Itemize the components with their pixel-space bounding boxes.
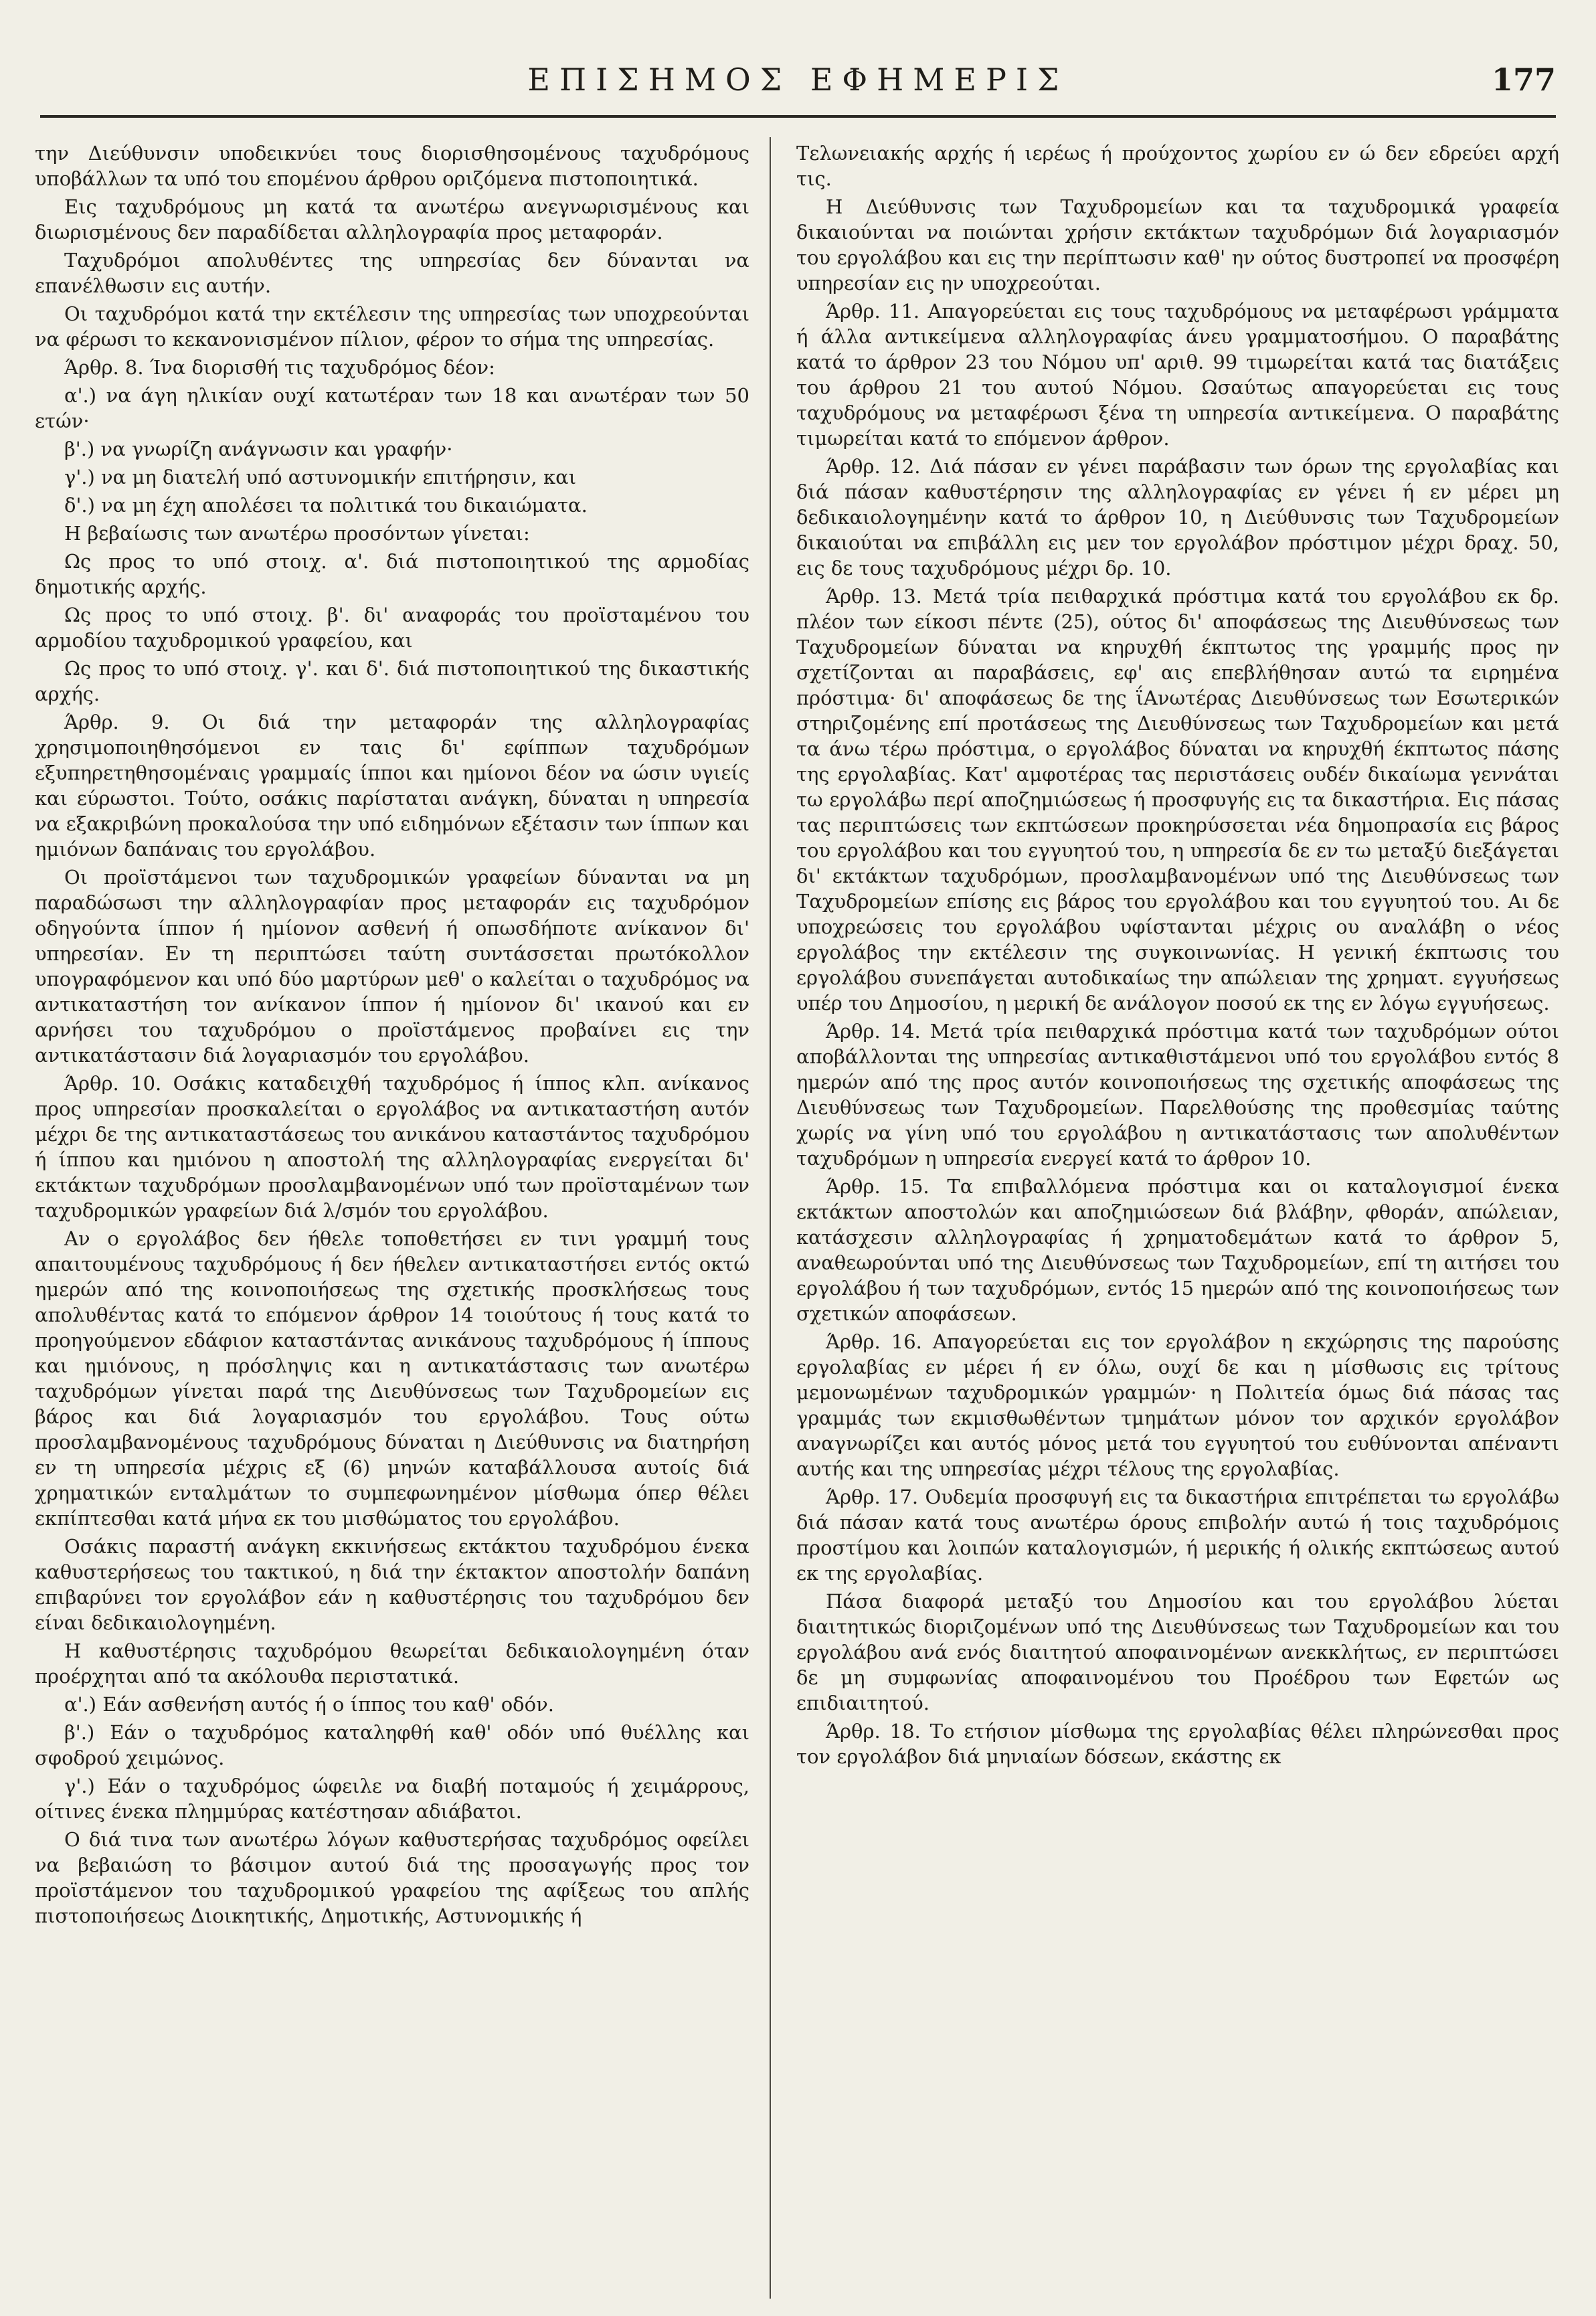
- header-rule: [40, 115, 1556, 118]
- right-column: [796, 141, 1559, 1772]
- paragraph: β'.) Εάν ο ταχυδρόμος καταληφθή καθ' οδόν υπό θυέλλης και σφοδρού χειμώνος.: [35, 1721, 749, 1769]
- paragraph: Πάσα διαφορά μεταξύ του Δημοσίου και του εργολάβου λύεται διαιτητικώς διοριζομένων υπό της Διευθύνσεως των Ταχυδρομείων και του εργολάβου ανά ενός διαιτητού αποφαινομένων ανεκκλήτως, εν περιπτώσει δε μη συμφωνίας αποφαινομένου του Προέδρου των Εφετών ως επιδιαιτητού.: [796, 1590, 1559, 1714]
- newspaper-title: ΕΠΙΣΗΜΟΣ ΕΦΗΜΕΡΙΣ: [527, 62, 1069, 98]
- paragraph: Άρθρ. 12. Διά πάσαν εν γένει παράβασιν των όρων της εργολαβίας και διά πάσαν καθυστέρησιν της αλληλογραφίας εν γένει ή εν μέρει μη δεδικαιολογημένην κατά το άρθρον 10, η Διεύθυνσις των Ταχυδρομείων δικαιούται να επιβάλλη εις μεν τον εργολάβον πρόστιμον μέχρι δραχ. 50, εις δε τους ταχυδρόμους μέχρι δρ. 10.: [796, 455, 1559, 580]
- paragraph: Άρθρ. 9. Οι διά την μεταφοράν της αλληλογραφίας χρησιμοποιηθησόμενοι εν ταις δι' εφίππων ταχυδρόμων εξυπηρετηθησομέναις γραμμαίς ίπποι και ημίονοι δέον να ώσιν υγιείς και εύρωστοι. Τούτο, οσάκις παρίσταται ανάγκη, δύναται η υπηρεσία να εξακριβώνη προκαλούσα την υπό ειδημόνων εξέτασιν των ίππων και ημιόνων δαπάναις του εργολάβου.: [35, 711, 749, 861]
- paragraph: Ο διά τινα των ανωτέρω λόγων καθυστερήσας ταχυδρόμος οφείλει να βεβαιώση το βάσιμον αυτού διά της προσαγωγής προς τον προϊστάμενον του ταχυδρομικού γραφείου της αφίξεως του απλής πιστοποιήσεως Διοικητικής, Δημοτικής, Αστυνομικής ή: [35, 1828, 749, 1927]
- paragraph: Η βεβαίωσις των ανωτέρω προσόντων γίνεται:: [64, 522, 530, 545]
- paragraph: β'.) να γνωρίζη ανάγνωσιν και γραφήν·: [64, 438, 453, 460]
- paragraph: α'.) Εάν ασθενήση αυτός ή ο ίππος του καθ' οδόν.: [64, 1693, 554, 1716]
- left-column: [35, 141, 749, 1931]
- page-header: [27, 62, 1569, 115]
- paragraph: Ταχυδρόμοι απολυθέντες της υπηρεσίας δεν δύνανται να επανέλθωσιν εις αυτήν.: [35, 249, 749, 297]
- column-divider: [770, 137, 771, 2299]
- paragraph: Άρθρ. 17. Ουδεμία προσφυγή εις τα δικαστήρια επιτρέπεται τω εργολάβω διά πάσαν κατά τους ανωτέρω όρους επιβολήν αυτώ ή τοις ταχυδρόμοις προστίμου και λοιπών καταλογισμών, ή μερικής ή ολικής εκπτώσεως αυτού εκ της εργολαβίας.: [796, 1486, 1559, 1585]
- paragraph: Η καθυστέρησις ταχυδρόμου θεωρείται δεδικαιολογημένη όταν προέρχηται από τα ακόλουθα περιστατικά.: [35, 1639, 749, 1688]
- paragraph: Ως προς το υπό στοιχ. γ'. και δ'. διά πιστοποιητικού της δικαστικής αρχής.: [35, 657, 749, 705]
- paragraph: Οι προϊστάμενοι των ταχυδρομικών γραφείων δύνανται να μη παραδώσωσι την αλληλογραφίαν προς μεταφοράν εις ταχυδρόμον οδηγούντα ίππον ή ημίονον ασθενή ή οπωσδήποτε ανίκανον δι' υπηρεσίαν. Εν τη περιπτώσει ταύτη συντάσσεται πρωτόκολλον υπογραφόμενον και υπό δύο μαρτύρων μεθ' ο καλείται ο ταχυδρόμος να αντικαταστήση τον ανίκανον ίππον ή ημίονον δι' ικανού και εν αρνήσει του ταχυδρόμου ο προϊστάμενος προβαίνει εις την αντικατάστασιν διά λογαριασμόν του εργολάβου.: [35, 866, 749, 1067]
- paragraph: Άρθρ. 15. Τα επιβαλλόμενα πρόστιμα και οι καταλογισμοί ένεκα εκτάκτων αποστολών και αποζημιώσεων διά βλάβην, φθοράν, απώλειαν, κατάσχεσιν αλληλογραφίας ή χρηματοδεμάτων κατά το άρθρον 5, αναθεωρούνται υπό της Διευθύνσεως των Ταχυδρομείων, επί τη αιτήσει του εργολάβου ή των ταχυδρόμων, εντός 15 ημερών από της κοινοποιήσεως των σχετικών αποφάσεων.: [796, 1175, 1559, 1325]
- paragraph: Ως προς το υπό στοιχ. β'. δι' αναφοράς του προϊσταμένου του αρμοδίου ταχυδρομικού γραφείου, και: [35, 604, 749, 652]
- page-number: 177: [1491, 62, 1556, 98]
- paragraph: γ'.) να μη διατελή υπό αστυνομικήν επιτήρησιν, και: [64, 466, 577, 488]
- paragraph: Τελωνειακής αρχής ή ιερέως ή προύχοντος χωρίου εν ώ δεν εδρεύει αρχή τις.: [796, 142, 1559, 190]
- paragraph: Εις ταχυδρόμους μη κατά τα ανωτέρω ανεγνωρισμένους και διωρισμένους δεν παραδίδεται αλληλογραφία προς μεταφοράν.: [35, 195, 749, 244]
- paragraph: Άρθρ. 14. Μετά τρία πειθαρχικά πρόστιμα κατά των ταχυδρόμων ούτοι αποβάλλονται της υπηρεσίας αντικαθιστάμενοι υπό του εργολάβου εντός 8 ημερών από της προς αυτόν κοινοποιήσεως της σχετικής αποφάσεως της Διευθύνσεως των Ταχυδρομείων. Παρελθούσης της προθεσμίας ταύτης χωρίς να γίνη υπό του εργολάβου η αντικατάστασις των απολυθέντων ταχυδρόμων η υπηρεσία ενεργεί κατά το άρθρον 10.: [796, 1020, 1559, 1170]
- paragraph: Οσάκις παραστή ανάγκη εκκινήσεως εκτάκτου ταχυδρόμου ένεκα καθυστερήσεως του τακτικού, η διά την έκτακτον αποστολήν δαπάνη επιβαρύνει τον εργολάβον εάν η καθυστέρησις του ταχυδρόμου δεν είναι δεδικαιολογημένη.: [35, 1535, 749, 1634]
- paragraph: Ως προς το υπό στοιχ. α'. διά πιστοποιητικού της αρμοδίας δημοτικής αρχής.: [35, 550, 749, 598]
- paragraph: Η Διεύθυνσις των Ταχυδρομείων και τα ταχυδρομικά γραφεία δικαιούνται να ποιώνται χρήσιν εκτάκτων ταχυδρόμων διά λογαριασμόν του εργολάβου και εις την περίπτωσιν καθ' ην ούτος δυστροπεί να προσφέρη υπηρεσίαν εις ην υποχρεούται.: [796, 195, 1559, 294]
- paragraph: Οι ταχυδρόμοι κατά την εκτέλεσιν της υπηρεσίας των υποχρεούνται να φέρωσι το κεκανονισμένον πίλιον, φέρον το σήμα της υπηρεσίας.: [35, 302, 749, 351]
- paragraph: Άρθρ. 18. Το ετήσιον μίσθωμα της εργολαβίας θέλει πληρώνεσθαι προς τον εργολάβον διά μηνιαίων δόσεων, εκάστης εκ: [796, 1720, 1559, 1768]
- paragraph: Άρθρ. 11. Απαγορεύεται εις τους ταχυδρόμους να μεταφέρωσι γράμματα ή άλλα αντικείμενα αλληλογραφίας άνευ γραμματοσήμου. Ο παραβάτης κατά το άρθρον 23 του Νόμου υπ' αριθ. 99 τιμωρείται κατά τας διατάξεις του άρθρου 21 του αυτού Νόμου. Ωσαύτως απαγορεύεται εις τους ταχυδρόμους να μεταφέρωσι ξένα τη υπηρεσία αντικείμενα. Ο παραβάτης τιμωρείται κατά το επόμενον άρθρον.: [796, 300, 1559, 450]
- paragraph: την Διεύθυνσιν υποδεικνύει τους διορισθησομένους ταχυδρόμους υποβάλλων τα υπό του επομένου άρθρου οριζόμενα πιστοποιητικά.: [35, 142, 749, 190]
- paragraph: Άρθρ. 13. Μετά τρία πειθαρχικά πρόστιμα κατά του εργολάβου εκ δρ. πλέον των είκοσι πέντε (25), ούτος δι' αποφάσεως της Διευθύνσεως των Ταχυδρομείων δύναται να κηρυχθή έκπτωτος της γραμμής προς ην σχετίζονται αι παραβάσεις, εφ' αις επεβλήθησαν αυτώ τα ειρημένα πρόστιμα· δι' αποφάσεως δε της ΐΑνωτέρας Διευθύνσεως των Εσωτερικών στηριζομένης επί προτάσεως της Διευθύνσεως των Ταχυδρομείων και μετά τα άνω τέρω πρόστιμα, ο εργολάβος δύναται να κηρυχθή έκπτωτος πάσης της εργολαβίας. Κατ' αμφοτέρας τας περιστάσεις ουδέν δικαίωμα γεννάται τω εργολάβω περί αποζημιώσεως ή προσφυγής εις τα δικαστήρια. Εις πάσας τας περιπτώσεις των εκπτώσεων προκηρύσσεται νέα δημοπρασία εις βάρος του εργολάβου και του εγγυητού του, η υπηρεσία δε εν τω μεταξύ διεξάγεται δι' εκτάκτων ταχυδρόμων, προσλαμβανομένων υπό της Διευθύνσεως των Ταχυδρομείων επίσης εις βάρος του εργολάβου και του εγγυητού του. Αι δε υποχρεώσεις του εργολάβου υφίστανται μέχρις ου αναλάβη ο νέος εργολάβος την εκτέλεσιν της συγκοινωνίας. Η γενική έκπτωσις του εργολάβου συνεπάγεται αυτοδικαίως την απώλειαν της χρηματ. εγγυήσεως υπέρ του Δημοσίου, η μερική δε ανάλογον ποσού εκ της εν λόγω εγγυήσεως.: [796, 585, 1559, 1014]
- paragraph: δ'.) να μη έχη απολέσει τα πολιτικά του δικαιώματα.: [64, 494, 588, 517]
- paragraph: α'.) να άγη ηλικίαν ουχί κατωτέραν των 18 και ανωτέραν των 50 ετών·: [35, 384, 749, 432]
- paragraph: Άρθρ. 8. Ίνα διορισθή τις ταχυδρόμος δέον:: [64, 356, 495, 379]
- paragraph: γ'.) Εάν ο ταχυδρόμος ώφειλε να διαβή ποταμούς ή χειμάρρους, οίτινες ένεκα πλημμύρας κατέστησαν αδιάβατοι.: [35, 1775, 749, 1823]
- paragraph: Άρθρ. 10. Οσάκις καταδειχθή ταχυδρόμος ή ίππος κλπ. ανίκανος προς υπηρεσίαν προσκαλείται ο εργολάβος να αντικαταστήση αυτόν μέχρι δε της αντικαταστάσεως του ανικάνου καταστάντος ταχυδρόμου ή ίππου και ημιόνου η αποστολή της αλληλογραφίας ενεργείται δι' εκτάκτων ταχυδρόμων προσλαμβανομένων υπό των προϊσταμένων των ταχυδρομικών γραφείων διά λ/σμόν του εργολάβου.: [35, 1072, 749, 1222]
- paragraph: Αν ο εργολάβος δεν ήθελε τοποθετήσει εν τινι γραμμή τους απαιτουμένους ταχυδρόμους ή δεν ήθελεν αντικαταστήσει εντός οκτώ ημερών από της κοινοποιήσεως της σχετικής προσκλήσεως τους απολυθέντας κατά το επόμενον άρθρον 14 τοιούτους ή τους κατά το προηγούμενον εδάφιον καταστάντας ανικάνους ταχυδρόμους ή ίππους και ημιόνους, η πρόσληψις και η αντικατάστασις των ανωτέρω ταχυδρόμων γίνεται παρά της Διευθύνσεως των Ταχυδρομείων εις βάρος και διά λογαριασμόν του εργολάβου. Τους ούτω προσλαμβανομένους ταχυδρόμους δύναται η Διεύθυνσις να διατηρήση εν τη υπηρεσία μέχρις εξ (6) μηνών καταβάλλουσα αυτοίς διά χρηματικών ενταλμάτων το συμπεφωνημένον μίσθωμα όπερ θέλει εκπίπτεσθαι κατά μήνα εκ του μισθώματος του εργολάβου.: [35, 1227, 749, 1530]
- paragraph: Άρθρ. 16. Απαγορεύεται εις τον εργολάβον η εκχώρησις της παρούσης εργολαβίας εν μέρει ή εν όλω, ουχί δε και η μίσθωσις εις τρίτους μεμονωμένων ταχυδρομικών γραμμών· η Πολιτεία όμως διά πάσας τας γραμμάς των εκμισθωθέντων τμημάτων μόνον τον αρχικόν εργολάβον αναγνωρίζει και αυτός μόνος μετά του εγγυητού του ευθύνονται απέναντι αυτής και της υπηρεσίας μέχρι τέλους της εργολαβίας.: [796, 1330, 1559, 1480]
